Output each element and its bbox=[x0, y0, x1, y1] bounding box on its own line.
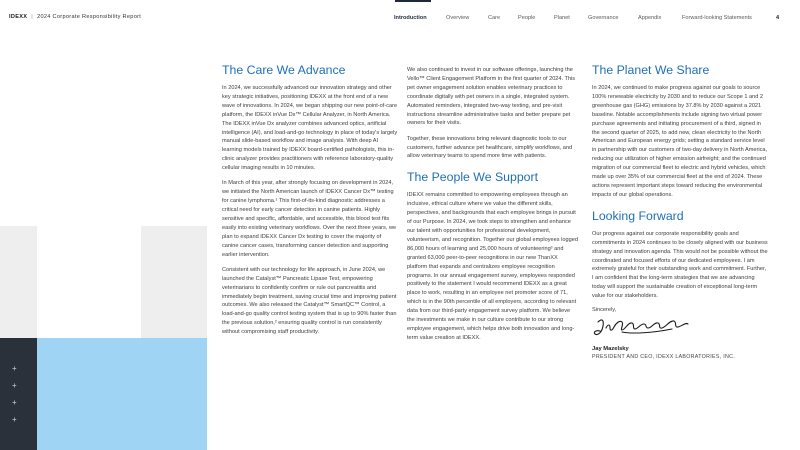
decorative-block-blue bbox=[37, 338, 207, 450]
nav-care[interactable]: Care bbox=[488, 15, 501, 21]
column-people bbox=[407, 66, 579, 349]
people-paragraph-1: IDEXX remains committed to empowering employees through an inclusive, ethical culture where we value the different skills, perspectives, and backgrounds that each employee brings in pursuit of our Purpose. In 2024, we took steps to strengthen and enhance our talent with opportunities for professional development, volunteerism, and recognition. Together our global employees logged 86,000 hours of learning and 25,000 hours of volunteering³ and granted 63,000 peer-to-peer recognitions in our new ThanXX platform that expands and centralizes employee recognition programs. In our annual engagement survey, employees responded positively to the statement I would recommend IDEXX as a great place to work, resulting in an employee net promoter score of 71, which is in the 90th percentile of all employers, according to relevant data from our third-party engagement survey platform. We believe the investments we make in our culture contribute to our strong employee engagement, which helps drive both innovation and long-term value creation at IDEXX. bbox=[407, 192, 578, 341]
idexx-logo[interactable]: IDEXX bbox=[9, 14, 28, 20]
signer-title: PRESIDENT AND CEO, IDEXX LABORATORIES, INC. bbox=[592, 354, 735, 361]
care-continued-paragraph-1: We also continued to invest in our software offerings, launching the Vello™ Client Engagement Platform in the first quarter of 2024. This pet owner engagement solution enables veterinary practices to coordinate digitally with pet owners in a single, integrated system. Automated reminders, integrated two-way texting, and pre-visit instructions streamline administrative tasks and better prepare pet owners for their visits. bbox=[407, 67, 576, 127]
nav-overview[interactable]: Overview bbox=[446, 15, 470, 21]
nav-introduction[interactable]: Introduction bbox=[394, 15, 427, 21]
nav-forward-looking-statements[interactable]: Forward-looking Statements bbox=[682, 15, 752, 21]
top-bar bbox=[0, 0, 800, 34]
decorative-block-dark bbox=[0, 338, 37, 450]
heading-people: The People We Support bbox=[407, 170, 539, 185]
handwritten-signature bbox=[592, 314, 702, 340]
nav-planet[interactable]: Planet bbox=[554, 15, 570, 21]
active-tab-indicator bbox=[395, 0, 431, 2]
care-paragraph-1: In 2024, we successfully advanced our innovation strategy and other key strategic initiatives, positioning IDEXX at the front end of a new wave of innovations. In 2024, we began shipping our new point-of-care platform, the IDEXX inVue Dx™ Cellular Analyzer, in North America. The IDEXX inVue Dx analyzer combines advanced optics, artificial intelligence (AI), and load-and-go technology in place of today's largely manual slide-based workflow and image analysis. With deep AI learning models trained by IDEXX board-certified pathologists, this in-clinic analyzer provides practitioners with reference laboratory-quality cellular imaging results in 10 minutes. bbox=[222, 85, 398, 172]
nav-people[interactable]: People bbox=[518, 15, 536, 21]
forward-paragraph-1: Our progress against our corporate responsibility goals and commitments in 2024 continues to be closely aligned with our business strategy and innovation agenda. This would not be possible without the coordinated and focused efforts of our dedicated employees. I am extremely grateful for their outstanding work and commitment. Further, I am confident that the long-term strategies that we are advancing today will support the sustainable creation of exceptional long-term value for our stakeholders. bbox=[592, 230, 768, 300]
nav-governance[interactable]: Governance bbox=[588, 15, 619, 21]
heading-planet: The Planet We Share bbox=[592, 63, 710, 77]
planet-paragraph-1: In 2024, we continued to make progress against our goals to source 100% renewable electricity by 2030 and to reduce our Scope 1 and 2 greenhouse gas (GHG) emissions by 37.8% by 2030 against a 2021 baseline. Notable accomplishments include signing two virtual power purchase agreements and initiating procurement of a third, signed in the second quarter of 2025, to add new, clean electricity to the North American and European energy grids; setting a standard service level in partnership with our customers of two-day delivery in North America, reducing our utilization of higher emission airfreight; and the continued migration of our commercial fleet to electric and hybrid vehicles, which made up over 35% of our commercial fleet at the end of 2024. These actions represent important steps toward reducing the environmental impacts of our global operations. bbox=[592, 85, 768, 198]
plus-icon: + bbox=[12, 415, 17, 424]
plus-icon: + bbox=[12, 364, 17, 373]
nav-appendix[interactable]: Appendix bbox=[638, 15, 662, 21]
column-care bbox=[222, 62, 398, 343]
care-paragraph-3: Consistent with our technology for life approach, in June 2024, we launched the Catalyst™ Pancreatic Lipase Test, empowering veterinarians to confidently confirm or rule out pancreatitis and immediately begin treatment, saving crucial time and improving patient outcomes. We also released the Catalyst™ SmartQC™ Control, a load-and-go quality control testing system that is up to 90% faster than the previous solution,² ensuring quality control is run consistently without compromising staff productivity. bbox=[222, 266, 397, 336]
plus-icon: + bbox=[12, 398, 17, 407]
heading-looking-forward: Looking Forward bbox=[592, 208, 684, 223]
closing-salutation: Sincerely, bbox=[592, 307, 617, 314]
main-nav bbox=[0, 15, 800, 25]
heading-care: The Care We Advance bbox=[222, 63, 346, 77]
care-paragraph-2: In March of this year, after strongly focusing on development in 2024, we initiated the North American launch of IDEXX Cancer Dx™ testing for canine lymphoma.¹ This first-of-its-kind diagnostic addresses a critical need for early cancer detection in canine patients. Highly sensitive and specific, affordable, and accessible, this blood test fits easily into existing veterinary workflows. Over the next three years, we plan to expand IDEXX Cancer Dx testing to cover the majority of canine cancer cases, transforming cancer detection and supporting earlier intervention. bbox=[222, 180, 397, 258]
column-planet bbox=[592, 62, 768, 361]
care-continued-paragraph-2: Together, these innovations bring relevant diagnostic tools to our customers, further advance pet healthcare, simplify workflows, and allow veterinary teams to spend more time with patients. bbox=[407, 135, 573, 160]
plus-icon: + bbox=[12, 381, 17, 390]
brand-separator: | bbox=[31, 14, 34, 20]
decorative-block-light-right bbox=[141, 226, 207, 338]
decorative-block-light bbox=[0, 226, 37, 338]
signer-name: Jay Mazelsky bbox=[592, 346, 629, 353]
page-number: 4 bbox=[776, 15, 780, 21]
report-title: 2024 Corporate Responsibility Report bbox=[37, 14, 142, 20]
